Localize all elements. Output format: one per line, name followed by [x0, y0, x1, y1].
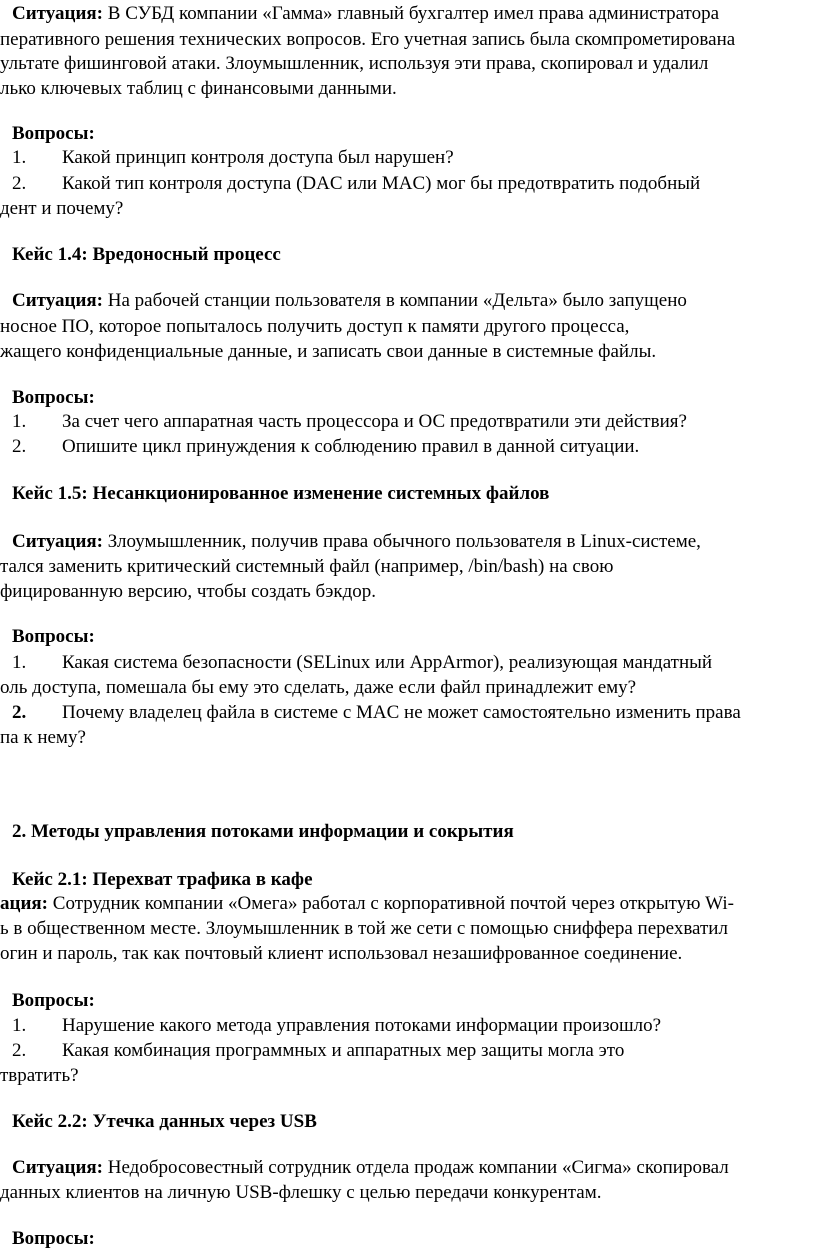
situation-label: Ситуация: [12, 290, 104, 311]
question-number: 1. [12, 652, 27, 673]
question-number: 2. [12, 173, 27, 194]
question-text-cont: дент и почему? [0, 198, 124, 219]
case15-situation-line-1: Ситуация: Злоумышленник, получив права обычного пользователя в Linux-системе, [12, 531, 701, 552]
situation-label: Ситуация: [12, 3, 104, 24]
question-number: 1. [12, 411, 27, 432]
case13-situation-line-4: лько ключевых таблиц с финансовыми данными. [0, 78, 397, 99]
case13-situation-line-2: перативного решения технических вопросов. Его учетная запись была скомпрометирована [0, 29, 736, 50]
questions-heading: Вопросы: [12, 387, 95, 408]
question-text: Опишите цикл принуждения к соблюдению правил в данной ситуации. [62, 436, 640, 457]
question-text: Нарушение какого метода управления потоками информации произошло? [62, 1015, 662, 1036]
question-text: Какой тип контроля доступа (DAC или MAC) мог бы предотвратить подобный [62, 173, 701, 194]
case14-situation-line-2: носное ПО, которое попыталось получить доступ к памяти другого процесса, [0, 316, 630, 337]
case21-situation-line-1: ация: Сотрудник компании «Омега» работал с корпоративной почтой через открытую Wi- [0, 893, 734, 914]
case13-situation-line-1: Ситуация: В СУБД компании «Гамма» главный бухгалтер имел права администратора [12, 3, 720, 24]
case-title: Кейс 2.2: Утечка данных через USB [12, 1111, 317, 1132]
situation-label: Ситуация: [12, 531, 104, 552]
question-number: 1. [12, 1015, 27, 1036]
question-text: Какая система безопасности (SELinux или AppArmor), реализующая мандатный [62, 652, 713, 673]
situation-label: Ситуация: [12, 1157, 104, 1178]
question-text-cont: твратить? [0, 1065, 79, 1086]
case-title: Кейс 2.1: Перехват трафика в кафе [12, 869, 313, 890]
question-number: 2. [12, 702, 27, 723]
questions-heading: Вопросы: [12, 1228, 95, 1249]
question-text: За счет чего аппаратная часть процессора и ОС предотвратили эти действия? [62, 411, 687, 432]
case-title: Кейс 1.4: Вредоносный процесс [12, 244, 281, 265]
case14-situation-line-3: жащего конфиденциальные данные, и записать свои данные в системные файлы. [0, 341, 657, 362]
case22-situation-line-2: данных клиентов на личную USB-флешку с целью передачи конкурентам. [0, 1182, 602, 1203]
question-text: Какой принцип контроля доступа был нарушен? [62, 147, 454, 168]
case-title: Кейс 1.5: Несанкционированное изменение системных файлов [12, 483, 550, 504]
questions-heading: Вопросы: [12, 990, 95, 1011]
case21-situation-line-2: ь в общественном месте. Злоумышленник в той же сети с помощью сниффера перехватил [0, 918, 728, 939]
question-text: Почему владелец файла в системе с MAC не может самостоятельно изменить права [62, 702, 741, 723]
case13-situation-line-3: ультате фишинговой атаки. Злоумышленник, используя эти права, скопировал и удалил [0, 53, 709, 74]
question-number: 1. [12, 147, 27, 168]
question-number: 2. [12, 436, 27, 457]
case21-situation-line-3: огин и пароль, так как почтовый клиент использовал незашифрованное соединение. [0, 943, 683, 964]
question-text: Какая комбинация программных и аппаратных мер защиты могла это [62, 1040, 625, 1061]
case14-situation-line-1: Ситуация: На рабочей станции пользователя в компании «Дельта» было запущено [12, 290, 687, 311]
question-number: 2. [12, 1040, 27, 1061]
question-text-cont: па к нему? [0, 727, 86, 748]
question-text-cont: оль доступа, помешала бы ему это сделать, даже если файл принадлежит ему? [0, 677, 637, 698]
questions-heading: Вопросы: [12, 123, 95, 144]
case15-situation-line-3: фицированную версию, чтобы создать бэкдор. [0, 581, 377, 602]
case22-situation-line-1: Ситуация: Недобросовестный сотрудник отдела продаж компании «Сигма» скопировал [12, 1157, 729, 1178]
case15-situation-line-2: тался заменить критический системный файл (например, /bin/bash) на свою [0, 556, 614, 577]
questions-heading: Вопросы: [12, 626, 95, 647]
situation-label: ация: [0, 893, 49, 914]
section-title: 2. Методы управления потоками информации и сокрытия [12, 821, 514, 842]
